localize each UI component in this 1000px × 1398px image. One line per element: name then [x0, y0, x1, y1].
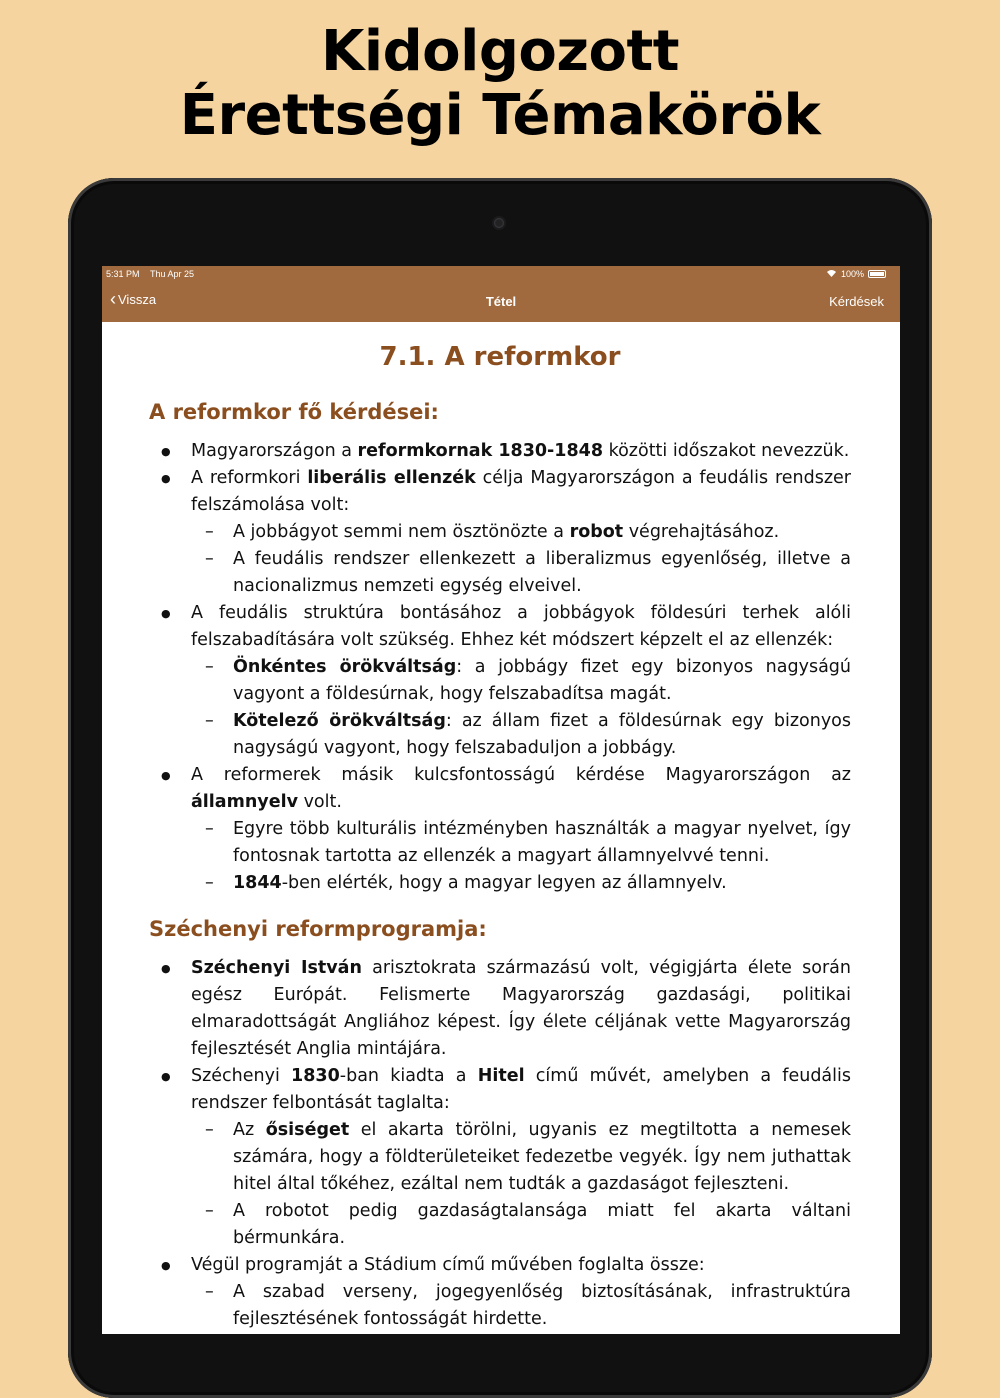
- list-item: ● A reformerek másik kulcsfontosságú kérdése Magyarországon az államnyelv volt.: [149, 762, 851, 816]
- status-date: Thu Apr 25: [150, 269, 195, 279]
- promo-title-line1: Kidolgozott: [320, 19, 679, 84]
- battery-icon: [868, 270, 886, 278]
- sub-list-item: – 1844-ben elérték, hogy a magyar legyen az államnyelv.: [149, 870, 851, 897]
- status-right: [826, 269, 886, 279]
- status-time: 5:31 PM: [106, 269, 140, 279]
- sub-list-item: – A szabad verseny, jogegyenlőség biztosításának, infrastruktúra fejlesztésének fontosságát hirdette.: [149, 1279, 851, 1333]
- bullet-list: [149, 955, 851, 1333]
- chevron-left-icon: ‹: [110, 289, 116, 309]
- section-heading: Széchenyi reformprogramja:: [149, 917, 487, 941]
- document-content: [149, 342, 851, 1333]
- back-button-label: Vissza: [118, 292, 157, 307]
- navigation-bar: [102, 266, 900, 322]
- sub-list-item: – A jobbágyot semmi nem ösztönözte a robot végrehajtásához.: [149, 519, 851, 546]
- nav-title: Tétel: [485, 294, 517, 309]
- list-item: ● Végül programját a Stádium című művében foglalta össze:: [149, 1252, 851, 1279]
- section-heading: A reformkor fő kérdései:: [149, 400, 439, 424]
- bullet-list: [149, 438, 851, 897]
- list-item: ● Magyarországon a reformkornak 1830-1848 közötti időszakot nevezzük.: [149, 438, 851, 465]
- sub-list-item: – Az ősiséget el akarta törölni, ugyanis ez megtiltotta a nemesek számára, hogy a földterületeiket fedezetbe vegyék. Így nem juthattak hitel által tőkéhez, ezáltal nem tudták a gazdaságot fejleszteni.: [149, 1117, 851, 1198]
- document-title: 7.1. A reformkor: [379, 342, 621, 372]
- sub-list-item: – Önkéntes örökváltság: a jobbágy fizet egy bizonyos nagyságú vagyont a földesúrnak, hogy felszabadítsa magát.: [149, 654, 851, 708]
- camera-icon: [494, 218, 504, 228]
- wifi-icon: [826, 269, 837, 279]
- promo-title: [0, 20, 1000, 148]
- questions-button[interactable]: Kérdések: [829, 294, 884, 309]
- battery-percent: 100%: [840, 269, 864, 279]
- list-item: ● A feudális struktúra bontásához a jobbágyok földesúri terhek alóli felszabadítására volt szükség. Ehhez két módszert képzelt el az ellenzék:: [149, 600, 851, 654]
- app-screen: [102, 266, 900, 1334]
- sub-list-item: – A robotot pedig gazdaságtalansága miatt fel akarta váltani bérmunkára.: [149, 1198, 851, 1252]
- sub-list-item: – Egyre több kulturális intézményben használták a magyar nyelvet, így fontosnak tartotta az ellenzék a magyart államnyelvvé tenni.: [149, 816, 851, 870]
- list-item: ● Széchenyi István arisztokrata származású volt, végigjárta élete során egész Európát. Felismerte Magyarország gazdasági, politikai elmaradottságát Angliához képest. Így élete céljának vette Magyarország fejlesztését Anglia mintájára.: [149, 955, 851, 1063]
- list-item: ● Széchenyi 1830-ban kiadta a Hitel című művét, amelyben a feudális rendszer felbontását taglalta:: [149, 1063, 851, 1117]
- sub-list-item: – Kötelező örökváltság: az állam fizet a földesúrnak egy bizonyos nagyságú vagyont, hogy felszabaduljon a jobbágy.: [149, 708, 851, 762]
- list-item: ● A reformkori liberális ellenzék célja Magyarországon a feudális rendszer felszámolása volt:: [149, 465, 851, 519]
- promo-title-line2: Érettségi Témakörök: [179, 83, 821, 148]
- sub-list-item: – A feudális rendszer ellenkezett a liberalizmus egyenlőség, illetve a nacionalizmus nemzeti egység elveivel.: [149, 546, 851, 600]
